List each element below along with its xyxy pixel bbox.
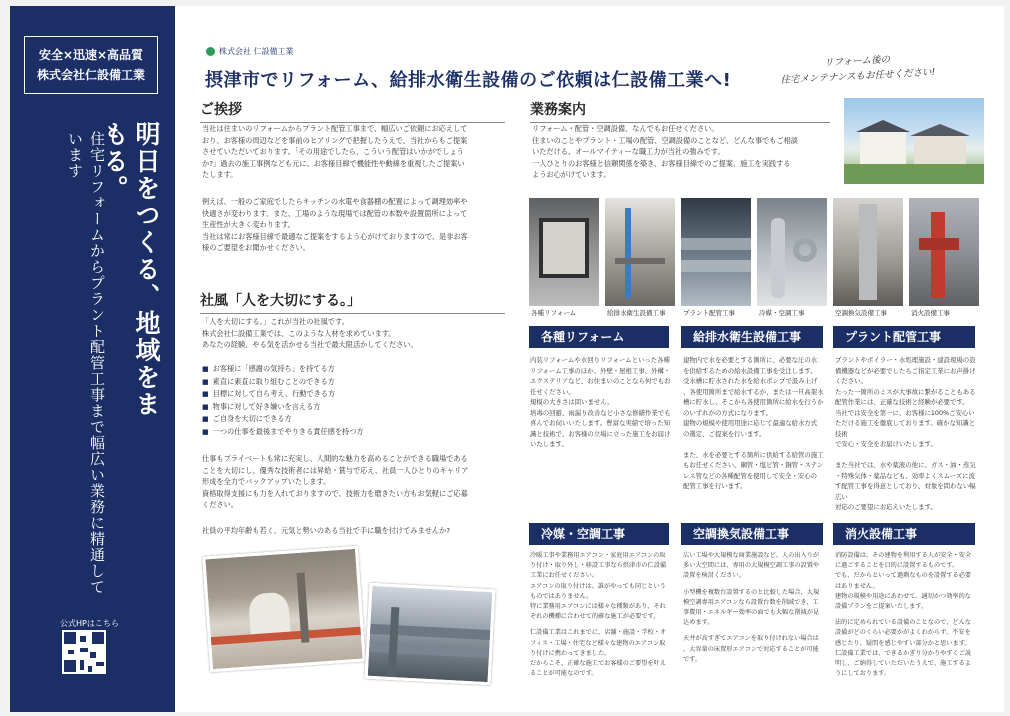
text-line: 一人ひとりのお客様と信頼関係を築き、お客様目線でのご提案、施工を実践する	[532, 158, 791, 168]
text-line: 冷暖工事や業務用エアコン・家庭用エアコンの取	[530, 552, 666, 559]
text-line: す配管工事を得意としており、対象を問わない幅広い	[835, 482, 976, 501]
text-line: させていただいております。「その用途でしたら、こういう配管はいかがでしょう	[202, 147, 464, 156]
caption-plant: プラント配管工事	[683, 309, 735, 317]
service-body-plumbing	[683, 355, 829, 492]
photo-fire	[909, 198, 979, 306]
text-line: 形成を全力でバックアップいたします。	[202, 477, 331, 486]
text-line: 設備プランをご提案いたします。	[835, 603, 928, 611]
culture-intro	[202, 316, 502, 351]
text-line: 建物の規模や用途にあわせて、適切かつ効率的な	[835, 592, 971, 600]
culture-closing: 社員の平均年齢も若く、元気と勢いのある当社で手に職を付けてみませんか?	[202, 526, 451, 535]
greeting-heading-text: ご挨拶	[200, 102, 242, 118]
slogan: 明日をつくる、地域をまもる。	[100, 121, 161, 418]
text-line: 仕事もプライベートも常に充実し、人間的な魅力を高めることができる職場である	[202, 454, 468, 463]
text-line: リフォーム工事のほか、外壁・屋根工事、外構・	[530, 366, 671, 375]
text-line: 資格取得支援にも力を入れておりますので、技術力を磨きたい方もお気軽にご応募	[202, 488, 468, 498]
house-photo	[844, 98, 984, 184]
construction-photo	[202, 546, 366, 673]
text-line: 例えば、一般のご家庭でしたらキッチンの水電や食器棚の配置によって調理効率や	[202, 197, 468, 206]
text-line: ものではありません。	[530, 592, 593, 600]
text-line: また当社では、水や薬液の他に、ガス・油・蒸気	[835, 461, 976, 469]
service-header-plumbing: 給排水衛生設備工事	[681, 326, 823, 348]
text-line: ようお心がけています。	[532, 170, 611, 179]
text-line: の選定、ご提案を行います。	[683, 429, 766, 438]
service-header-ventilation: 空調換気設備工事	[681, 523, 823, 545]
text-line: り付け・取り外し・移設工事なら摂津市の仁設備	[530, 562, 667, 570]
text-line: 配管作業には、正確な技術と経験が必要です。	[835, 398, 969, 406]
qr-code[interactable]	[62, 630, 106, 674]
text-line: 込めます。	[683, 619, 714, 627]
caption-fire: 消火設備工事	[911, 309, 950, 317]
service-header-fire: 消火設備工事	[833, 523, 975, 545]
business-intro	[532, 123, 832, 181]
text-line: ただける施工を徹底しております。確かな知識と技術	[835, 419, 976, 438]
text-line: 快適さが変わります。また、工場のような現場では配管の本数や設置箇所によって	[202, 208, 468, 218]
caption-plumbing: 給排水衛生設備工事	[607, 309, 666, 317]
text-line: 当社は住まいのリフォームからプラント配管工事まで、幅広いご依頼にお応えして	[202, 124, 468, 133]
logo-mark-icon	[206, 47, 215, 56]
text-line: エクステリアなど、お住まいのことなら何でもお	[530, 377, 671, 385]
text-line: だからこそ、正確な施工でお客様のご要望を叶え	[530, 660, 666, 668]
text-line: 備機器などが必要でしたらご指定工業にお声掛け	[835, 366, 976, 375]
tagline	[779, 50, 935, 88]
service-body-reform	[530, 355, 674, 450]
company-box	[24, 36, 158, 94]
pipe-photo	[365, 583, 496, 685]
text-line: ・特殊気体・薬品なども、効率よくスムーズに流	[835, 471, 975, 480]
greeting-para-1	[202, 123, 502, 181]
list-item: ■ お客様に「感謝の気持ち」を持てる方	[202, 363, 502, 376]
text-line: 識と技術で、お客様の立場に立った施工をお届け	[530, 429, 671, 438]
text-line: で安心・安全をお届けいたします。	[835, 440, 937, 448]
text-line: ください。	[835, 377, 867, 385]
text-line: 住まいのことやプラント・工場の配管、空調設備のことなど、どんな事でもご相談	[532, 135, 798, 145]
text-line: 事費用・エネルギー効率の面でも大幅な削減が見	[683, 609, 820, 617]
text-line: 、大容量の床置形エアコンで対応することが可能	[683, 645, 819, 653]
list-item: ■ 素直に素直に取り組むことのできる方	[202, 376, 502, 389]
caption-reform: 各種リフォーム	[531, 309, 577, 317]
list-item: ■ 一つの仕事を最後までやりきる責任感を持つ方	[202, 426, 502, 439]
text-line: うにしております。	[835, 670, 891, 678]
text-line: 設置を検討ください。	[683, 572, 745, 580]
text-line: り付けに携わってきました。	[530, 649, 611, 657]
box-line-2: 株式会社仁設備工業	[36, 68, 145, 82]
text-line: 小型機を複数台設置するのと比較した場合、大規	[683, 588, 820, 596]
text-line: 設備がどのくらい必要かがよくわからず、不安を	[835, 629, 971, 637]
caption-ventilation: 空調換気設備工事	[835, 309, 887, 317]
text-line: ることが可能なのです。	[530, 670, 598, 678]
text-line: 建物内で水を必要とする箇所に、必要な圧の水	[683, 356, 818, 364]
text-line: に過ごすることを目的に設置するものです。	[835, 562, 959, 570]
side-panel	[10, 6, 175, 712]
text-line: もお任せください。鋼管・塩ビ管・銅管・ステン	[683, 461, 824, 469]
text-line: 配管工事を行います。	[683, 482, 747, 490]
tagline-line-1: リフォーム後の	[823, 54, 891, 69]
text-line: リフォーム・配管・空調設備、なんでもお任せください。	[532, 124, 719, 133]
text-line: 当社は常にお客様目線で最適なご提案をするよう心がけておりますので、是非お客	[202, 231, 468, 241]
text-line: ください。	[202, 500, 238, 509]
photo-hvac	[757, 198, 827, 306]
text-line: 槽に貯水し、そこから各使用箇所に給水を行うか	[683, 398, 824, 406]
service-header-plant: プラント配管工事	[833, 326, 975, 348]
company-logo	[206, 46, 294, 57]
service-body-hvac	[530, 551, 676, 679]
page-title: 摂津市でリフォーム、給排水衛生設備のご依頼は仁設備工業へ!	[205, 70, 732, 91]
text-line: 生産性が大きく変わります。	[202, 220, 295, 229]
text-line: また、水を必要とする箇所に供給する給管の施工	[683, 450, 824, 459]
text-line: あなたの経験、やる気を活かせる当社で最大限活かしてください。	[202, 340, 418, 349]
list-item: ■ ご自身を大切にできる方	[202, 413, 502, 426]
culture-para	[202, 453, 502, 511]
text-line: を供給するための給水設備工事を受注します。	[683, 366, 817, 375]
tagline-line-2: 住宅メンテナンスもお任せください!	[780, 66, 936, 87]
text-line: フィス・工場・住宅など様々な建物のエアコン取	[530, 639, 666, 647]
text-line: 仁設備工業はこれまでに、店舗・施設・学校・オ	[530, 629, 667, 637]
text-line: 模空調専用エアコンなら設置台数を削減でき、工	[683, 598, 819, 606]
text-line: 明し、ご納得していただいたうえで、施工するよ	[835, 660, 971, 668]
business-heading-text: 業務案内	[530, 102, 586, 118]
text-line: 様のご要望をお聞かせください。	[202, 243, 310, 252]
text-line: 消防設備は、その建物を利用する人が安全・安全	[835, 552, 972, 559]
text-line: ことを大切にし、優秀な技術者には昇給・賞与で応え、社員一人ひとりのキャリア	[202, 465, 469, 475]
text-line: プラントやボイラー・水処理施設・建設現場の設	[835, 356, 976, 364]
text-line: 受水槽に貯水された水を給水ポンプで汲み上げ	[683, 377, 818, 385]
text-line: でも、だからといって過剰なものを設置する必要	[835, 572, 972, 580]
text-line: おり、お客様の周辺などを事前のヒアリングで把握したうえで、当社からもご提案	[202, 135, 468, 145]
photo-plant	[681, 198, 751, 306]
service-body-plant	[835, 355, 981, 513]
text-line: 当社では安全を第一に、お客様に100%ご安心い	[835, 408, 975, 417]
text-line: 、各使用箇所まで給水するか、または一旦高架水	[683, 387, 824, 396]
text-line: はありません。	[835, 582, 879, 590]
photo-plumbing	[605, 198, 675, 306]
business-heading	[530, 99, 586, 119]
text-line: レス管などの各種配管を使用して安全・安心の	[683, 471, 818, 480]
text-line: です。	[683, 655, 702, 663]
service-header-hvac: 冷媒・空調工事	[529, 523, 669, 545]
service-header-reform: 各種リフォーム	[529, 326, 669, 348]
text-line: 工業にお任せください。	[530, 572, 599, 580]
list-item: ■ 物事に対して好き嫌いを言える方	[202, 401, 502, 414]
photo-ventilation	[833, 198, 903, 306]
flyer-sheet	[10, 6, 1004, 712]
culture-heading-text: 社風「人を大切にする。」	[200, 293, 361, 309]
service-body-ventilation	[683, 551, 829, 665]
text-line: 特に業務用エアコンには様々な種類があり、それ	[530, 603, 666, 611]
box-line-1: 安全×迅速×高品質	[38, 48, 144, 62]
text-line: 株式会社仁設備工業では、このような人材を求めています。	[202, 328, 396, 338]
text-line: 対応のご要望にお応えいたします。	[835, 503, 937, 511]
text-line: 仁設備工業では、できるかぎり分かりやすくご説	[835, 649, 972, 657]
culture-heading	[200, 290, 361, 310]
text-line: 任せください。	[530, 387, 575, 396]
text-line: 建物の規模や使用用途に応じて最適な給水方式	[683, 419, 818, 427]
culture-points	[202, 363, 502, 438]
text-line: 喜んでお伺いいたします。豊富な実績で培った知	[530, 419, 671, 427]
greeting-heading	[200, 99, 242, 119]
text-line: か?」過去の施工事例なども元に、お客様目線で機能性や動線を重視したご提案い	[202, 158, 465, 168]
text-line: 天井が高すぎてエアコンを取り付けれない場合は	[683, 635, 819, 643]
text-line: ぞれの機種に合わせて的確な施工が必要です。	[530, 613, 660, 621]
text-line: 規模の大きさは問いません。	[530, 398, 614, 406]
caption-hvac: 冷媒・空調工事	[759, 309, 805, 317]
text-line: 広い工場や大規模な商業施設など、人の出入りが	[683, 552, 820, 559]
text-line: いただける、オールマイティーな職工力が当社の強みです。	[532, 147, 725, 156]
qr-label: 公式HPはこちら	[60, 619, 119, 628]
text-line: いたします。	[530, 440, 568, 448]
service-body-fire	[835, 551, 981, 679]
logo-text: 株式会社 仁設備工業	[219, 47, 294, 56]
text-line: 感じたり、疑問を感じやすい部分かと思います。	[835, 639, 971, 647]
text-line: たします。	[202, 170, 238, 179]
text-line: 多い大空間には、専用の大規模空調工事の設置や	[683, 562, 820, 570]
text-line: たった一箇所のミスが大事故に繋がることもある	[835, 387, 976, 396]
text-line: のいずれかの方式になります。	[683, 408, 772, 417]
side-subtitle: 住宅リフォームからプラント配管工事まで幅広い業務に精通しています	[66, 131, 106, 595]
greeting-para-2	[202, 196, 502, 254]
text-line: 培毒の回避、雨漏り改善など小さな修繕作業でも	[530, 408, 671, 417]
text-line: エアコンの取り付けは、誰がやっても同じという	[530, 582, 666, 590]
text-line: 「人を大切にする。」これが当社の社風です。	[202, 317, 349, 326]
text-line: 法的に定められている設備のことなので、どんな	[835, 619, 971, 627]
list-item: ■ 目標に対して自ら考え、行動できる方	[202, 388, 502, 401]
photo-reform	[529, 198, 599, 306]
text-line: 内装リフォームや水回りリフォームといった各種	[530, 356, 670, 364]
